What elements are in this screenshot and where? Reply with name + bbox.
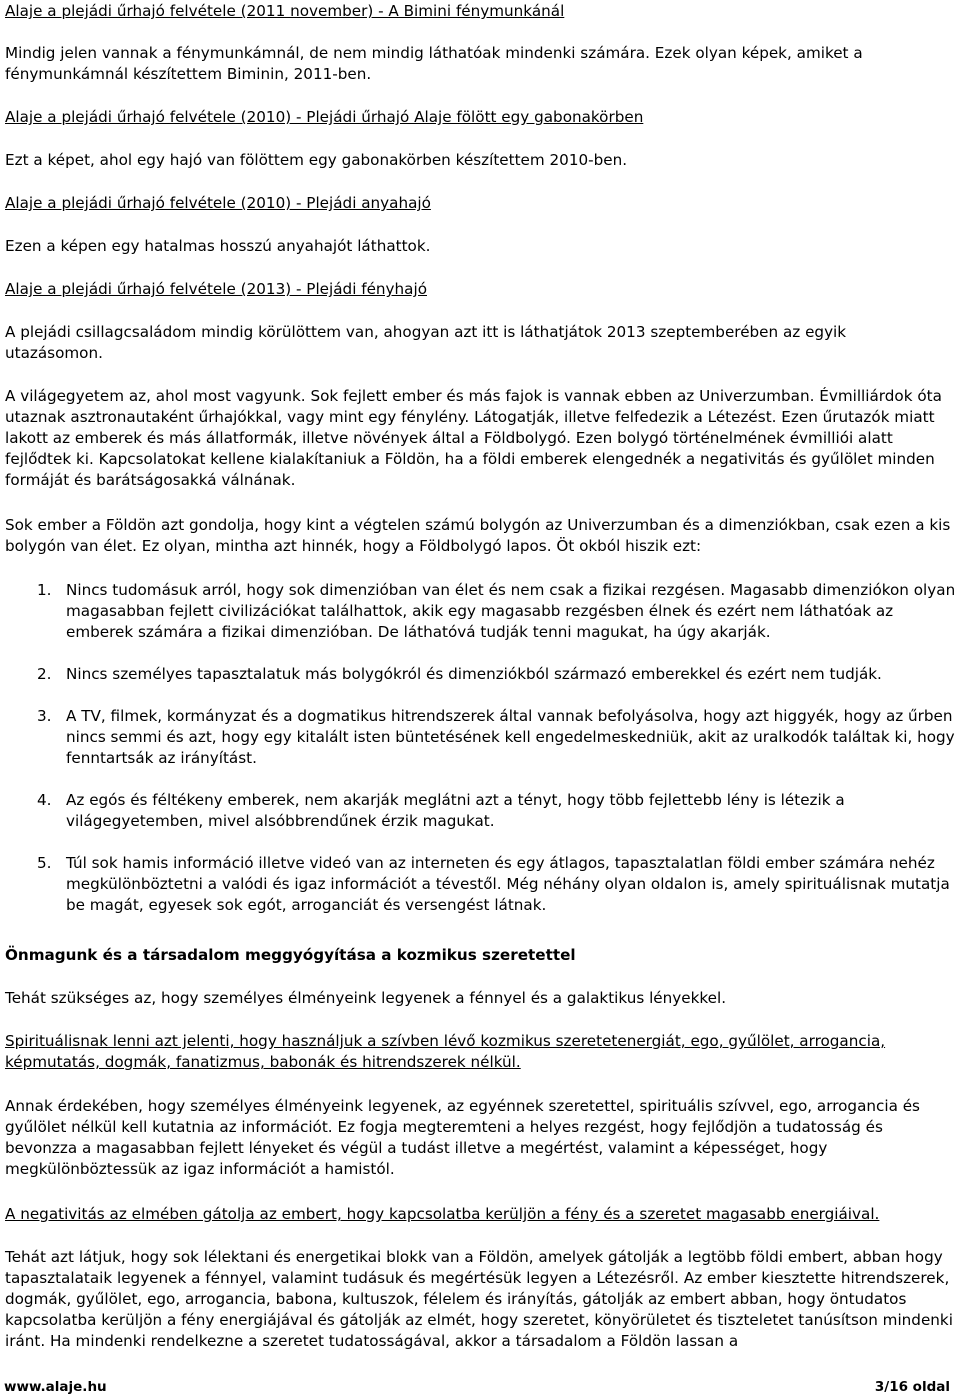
heading-bimini-link[interactable]: Alaje a plejádi űrhajó felvétele (2011 november) - A Bimini fénymunkánál [5,2,565,20]
paragraph-intro: Mindig jelen vannak a fénymunkámnál, de nem mindig láthatóak mindenki számára. Ezek olyan képek, amiket a fénymunkámnál készítettem Biminin, 2011-ben. [5,44,863,83]
list-text: Az egós és féltékeny emberek, nem akarják meglátni azt a tényt, hogy több fejlettebb lény is létezik a világegyetemben, mivel alsóbbrendűnek érzik magukat. [66,791,845,830]
footer-page-number: 3/16 oldal [874,1379,950,1395]
paragraph-negativitas-link[interactable]: A negativitás az elmében gátolja az embert, hogy kapcsolatba kerüljön a fény és a szeretet magasabb energiáival. [5,1205,880,1223]
reasons-list [5,580,960,916]
paragraph-szukseges: Tehát szükséges az, hogy személyes élményeink legyenek a fénnyel és a galaktikus lényekkel. [5,989,727,1007]
footer-site: www.alaje.hu [4,1379,107,1395]
list-item [5,706,960,769]
list-number: 3. [37,707,52,725]
section-title: Önmagunk és a társadalom meggyógyítása a kozmikus szeretettel [5,946,576,964]
list-text: A TV, filmek, kormányzat és a dogmatikus hitrendszerek által vannak befolyásolva, hogy azt higgyék, hogy az űrben nincs semmi és azt, hogy egy kitalált isten büntetésének kell engedelmeskedniük, akit az uralkodók találtak ki, hogy fenntartsák az irányítást. [66,707,955,767]
paragraph-vilagegyetem: A világegyetem az, ahol most vagyunk. Sok fejlett ember és más fajok is vannak ebben az Univerzumban. Évmilliárdok óta utaznak asztronautaként űrhajókkal, vagy mint egy fénylény. Látogatják, illetve felfedezik a Létezést. Ezen űrutazók miatt lakott az emberek és más állatformák, illetve növények által a Földbolygó. Ezen bolygó történelmének évmilliói alatt fejlődtek ki. Kapcsolatokat kellene kialakítaniuk a Földön, ha a földi emberek elengednék a negativitás és gyűlölet minden formáját és barátságosakká válnának. [5,387,942,489]
list-number: 4. [37,791,52,809]
paragraph-blokkok: Tehát azt látjuk, hogy sok lélektani és energetikai blokk van a Földön, amelyek gátolják a legtöbb földi embert, abban hogy tapasztalataik legyenek a fénnyel, valamint tudásuk és megértésük legyen a Létezésről. Az ember kiesztette hitrendszerek, dogmák, gyűlölet, ego, arrogancia, babona, kultuszok, félelem és irányítás, gátolják az embert abban, hogy öntudatos kapcsolatba kerüljön a fény energiájával és gátolják az elmét, hogy szeretet, könyörületet és tiszteletet tanúsítson mindenki iránt. Ha mindenki rendelkezne a szeretet tudatosságával, akkor a társadalom a Földön lassan a [5,1248,953,1350]
paragraph-ot-ok: Sok ember a Földön azt gondolja, hogy kint a végtelen számú bolygón az Univerzumban és a dimenziókban, csak ezen a kis bolygón van élet. Ez olyan, mintha azt hinnék, hogy a Földbolygó lapos. Öt okból hiszik ezt: [5,516,951,555]
paragraph-spiritualis-link[interactable]: Spirituálisnak lenni azt jelenti, hogy használjuk a szívben lévő kozmikus szeretetenergiát, ego, gyűlölet, arrogancia, képmutatás, dogmák, fanatizmus, babonák és hitrendszerek nélkül. [5,1032,886,1071]
list-item [5,790,960,832]
paragraph-gabonakor: Ezt a képet, ahol egy hajó van fölöttem egy gabonakörben készítettem 2010-ben. [5,151,628,169]
list-item [5,580,960,643]
list-number: 5. [37,854,52,872]
list-number: 2. [37,665,52,683]
list-item [5,664,960,685]
heading-anyahajo-link[interactable]: Alaje a plejádi űrhajó felvétele (2010) - Plejádi anyahajó [5,194,431,212]
paragraph-anyahajo: Ezen a képen egy hatalmas hosszú anyahajót láthattok. [5,237,431,255]
paragraph-szemelyes-elmenyek: Annak érdekében, hogy személyes élményeink legyenek, az egyénnek szeretettel, spirituális szívvel, ego, arrogancia és gyűlölet nélkül kell kutatnia az információt. Ez fogja megteremteni a helyes rezgést, hogy fejlődjön a tudatosság és bevonzza a magasabban fejlett lényeket és végül a tudást illetve a megértést, valamint a képességet, hogy megkülönböztessük az igaz információt a hamistól. [5,1097,920,1178]
list-text: Nincs személyes tapasztalatuk más bolygókról és dimenziókból származó emberekkel és ezért nem tudják. [66,665,882,683]
list-number: 1. [37,581,52,599]
list-text: Nincs tudomásuk arról, hogy sok dimenzióban van élet és nem csak a fizikai rezgésen. Magasabb dimenziókon olyan magasabban fejlett civilizációkat találhattok, akik egy magasabb rezgésben élnek és ezért nem láthatóak az emberek számára a fizikai dimenzióban. De láthatóvá tudják tenni magukat, ha úgy akarják. [66,581,956,641]
heading-fenyhajo-link[interactable]: Alaje a plejádi űrhajó felvétele (2013) - Plejádi fényhajó [5,280,427,298]
paragraph-fenyhajo: A plejádi csillagcsaládom mindig körülöttem van, ahogyan azt itt is láthatjátok 2013 szeptemberében az egyik utazásomon. [5,323,847,362]
list-item [5,853,960,916]
list-text: Túl sok hamis információ illetve videó van az interneten és egy átlagos, tapasztalatlan földi ember számára nehéz megkülönböztetni a valódi és igaz információt a tévestől. Még néhány olyan oldalon is, amely spirituálisnak mutatja be magát, egyesek sok egót, arroganciát és versengést látnak. [66,854,950,914]
heading-gabonakor-link[interactable]: Alaje a plejádi űrhajó felvétele (2010) - Plejádi űrhajó Alaje fölött egy gabonakörben [5,108,644,126]
